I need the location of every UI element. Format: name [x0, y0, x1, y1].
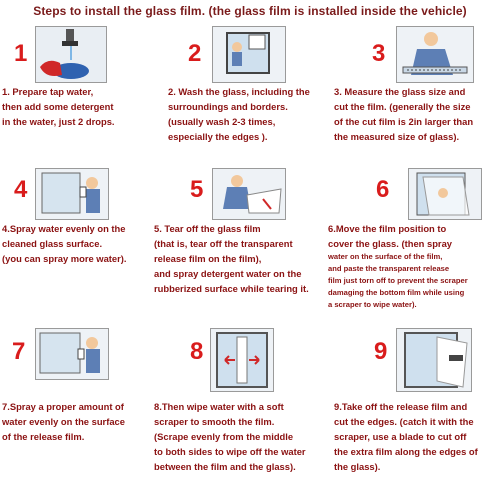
description-line: 2. Wash the glass, including the: [168, 86, 310, 97]
description-line: (Scrape evenly from the middle: [154, 431, 294, 442]
illustration-spray-glass: [35, 168, 109, 220]
step-description: [154, 399, 318, 474]
step-number: 6: [376, 176, 390, 203]
description-line: cleaned glass surface.: [2, 238, 103, 249]
description-line: scraper to smooth the film.: [154, 416, 275, 427]
step-8: [152, 328, 318, 478]
step-description: [2, 84, 166, 129]
description-line: the measured size of glass).: [334, 131, 460, 142]
description-line: 3. Measure the glass size and: [334, 86, 466, 97]
description-line: 1. Prepare tap water,: [2, 86, 94, 97]
step-5: [152, 168, 318, 318]
description-line: of the cut film is 2in larger than: [334, 116, 474, 127]
step-number: 2: [188, 40, 202, 67]
step-description: [168, 84, 332, 144]
description-line: to both sides to wipe off the water: [154, 446, 306, 457]
illustration-scrape-film: [210, 328, 274, 392]
step-description: [328, 221, 496, 311]
step-number: 3: [372, 40, 386, 67]
description-line: 4.Spray water evenly on the: [2, 223, 126, 234]
description-line: 6.Move the film position to: [328, 223, 447, 234]
description-line: between the film and the glass).: [154, 461, 296, 472]
step-number: 4: [14, 176, 28, 203]
covering-glass-icon: [409, 169, 481, 219]
description-line: cut the edges. (catch it with the: [334, 416, 474, 427]
description-line: damaging the bottom film while using: [328, 288, 465, 297]
step-6: [328, 168, 498, 318]
faucet-icon: [36, 27, 106, 82]
illustration-prepare-water: [35, 26, 107, 83]
spray-bottle-icon: [36, 169, 108, 219]
description-line: surroundings and borders.: [168, 101, 288, 112]
step-9: [332, 328, 498, 478]
step-description: [334, 84, 498, 144]
description-line: release film on the film),: [154, 253, 262, 264]
step-4: [0, 168, 166, 318]
tearing-film-icon: [213, 169, 285, 219]
description-line: scraper, use a blade to cut off: [334, 431, 467, 442]
step-description: [154, 221, 318, 296]
blade-cut-icon: [397, 329, 471, 391]
illustration-measure-film: [396, 26, 474, 83]
description-line: rubberized surface while tearing it.: [154, 283, 309, 294]
description-line: 8.Then wipe water with a soft: [154, 401, 284, 412]
step-number: 1: [14, 40, 28, 67]
measuring-person-icon: [397, 27, 473, 82]
description-line: film just torn off to prevent the scraper: [328, 276, 468, 285]
description-line: water on the surface of the film,: [328, 252, 443, 261]
step-7: [0, 328, 166, 478]
description-line: a scraper to wipe water).: [328, 300, 417, 309]
description-line: cut the film. (generally the size: [334, 101, 471, 112]
step-description: [2, 221, 166, 266]
step-2: [166, 26, 332, 176]
step-number: 7: [12, 338, 26, 365]
scraper-icon: [211, 329, 273, 391]
description-line: 7.Spray a proper amount of: [2, 401, 124, 412]
description-line: the extra film along the edges of: [334, 446, 478, 457]
step-number: 9: [374, 338, 388, 365]
description-line: (you can spray more water).: [2, 253, 127, 264]
description-line: of the release film.: [2, 431, 85, 442]
description-line: 5. Tear off the glass film: [154, 223, 261, 234]
illustration-wash-glass: [212, 26, 286, 83]
description-line: and spray detergent water on the: [154, 268, 302, 279]
description-line: and paste the transparent release: [328, 264, 450, 273]
washing-window-icon: [213, 27, 285, 82]
description-line: especially the edges ).: [168, 131, 268, 142]
description-line: 9.Take off the release film and: [334, 401, 468, 412]
description-line: (usually wash 2-3 times,: [168, 116, 276, 127]
description-line: then add some detergent: [2, 101, 114, 112]
illustration-tear-film: [212, 168, 286, 220]
description-line: cover the glass. (then spray: [328, 238, 453, 249]
illustration-cover-glass: [408, 168, 482, 220]
page-title: Steps to install the glass film. (the glass film is installed inside the vehicle): [33, 4, 467, 18]
step-description: [334, 399, 498, 474]
description-line: the glass).: [334, 461, 381, 472]
description-line: (that is, tear off the transparent: [154, 238, 293, 249]
description-line: in the water, just 2 drops.: [2, 116, 115, 127]
step-3: [332, 26, 498, 176]
step-description: [2, 399, 166, 444]
step-1: [0, 26, 166, 176]
spray-film-icon: [36, 329, 108, 379]
description-line: water evenly on the surface: [2, 416, 125, 427]
step-number: 5: [190, 176, 204, 203]
illustration-spray-release-film: [35, 328, 109, 380]
illustration-cut-edges: [396, 328, 472, 392]
step-number: 8: [190, 338, 204, 365]
